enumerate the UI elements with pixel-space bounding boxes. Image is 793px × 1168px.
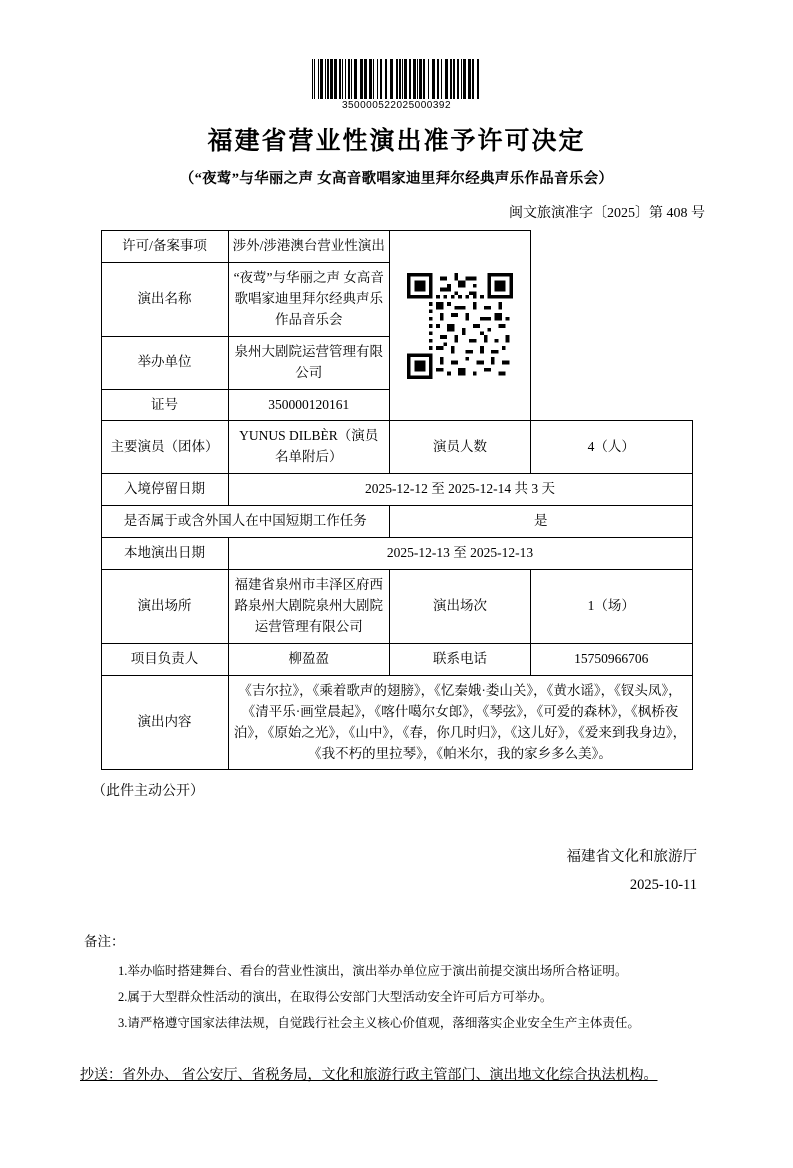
table-row [101,421,692,474]
remarks-list [118,958,793,1037]
qr-code-icon [407,273,513,379]
row-value-local-date: 2025-12-13 至 2025-12-13 [228,538,692,570]
document-number: 闽文旅演准字〔2025〕第 408 号 [509,206,705,221]
cc-label: 抄送： [80,1068,122,1084]
public-disclosure-note: （此件主动公开） [92,784,204,800]
row-label-organizer: 举办单位 [101,336,228,389]
table-row [101,538,692,570]
row-label-program: 演出内容 [101,675,228,770]
row-label-show-name: 演出名称 [101,262,228,336]
table-row [101,643,692,675]
qr-code-cell [390,231,531,421]
table-row [101,675,692,770]
issuer-block [0,844,793,899]
page-title: 福建省营业性演出准予许可决定 [207,128,586,155]
row-value-sessions: 1（场） [531,570,693,644]
row-value-organizer: 泉州大剧院运营管理有限公司 [228,336,390,389]
row-label-local-date: 本地演出日期 [101,538,228,570]
row-value-performer-count: 4（人） [531,421,693,474]
remark-item: 1.举办临时搭建舞台、看台的营业性演出，演出举办单位应于演出前提交演出场所合格证明。 [118,963,628,978]
cc-text: 省外办、 省公安厅、省税务局，文化和旅游行政主管部门、演出地文化综合执法机构。 [122,1068,658,1084]
row-label-entry-stay: 入境停留日期 [101,474,228,506]
row-label-venue: 演出场所 [101,570,228,644]
remark-item: 3.请严格遵守国家法律法规，自觉践行社会主义核心价值观，落细落实企业安全生产主体责任。 [118,1016,640,1031]
remarks-title: 备注： [84,933,125,949]
row-value-manager: 柳盈盈 [228,643,390,675]
row-label-foreign-work: 是否属于或含外国人在中国短期工作任务 [101,506,390,538]
row-value-phone: 15750966706 [531,643,693,675]
table-row [101,231,692,263]
cc-block [80,1062,720,1090]
permit-table-wrap [101,230,693,770]
table-row [101,506,692,538]
row-label-performer-count: 演员人数 [390,421,531,474]
row-label-phone: 联系电话 [390,643,531,675]
page-subtitle: （“夜莺”与华丽之声 女高音歌唱家迪里拜尔经典声乐作品音乐会） [179,171,614,187]
row-value-license-no: 350000120161 [228,389,390,421]
table-row [101,570,692,644]
remark-item: 2.属于大型群众性活动的演出，在取得公安部门大型活动安全许可后方可举办。 [118,989,553,1004]
permit-table [101,230,693,770]
barcode-block [0,46,793,111]
row-value-matter: 涉外/涉港澳台营业性演出 [228,231,390,263]
row-value-venue: 福建省泉州市丰泽区府西路泉州大剧院泉州大剧院运营管理有限公司 [228,570,390,644]
row-value-program: 《吉尔拉》，《乘着歌声的翅膀》，《忆秦娥·娄山关》，《黄水谣》，《钗头凤》，《清平乐·画堂晨起》，《喀什噶尔女郎》，《琴弦》，《可爱的森林》，《枫桥夜泊》，《原始之光》，《山中》，《春，你几时归》，《这儿好》，《爱来到我身边》，《我不朽的里拉琴》，《帕米尔，我的家乡多么美》。 [228,675,692,770]
issue-date: 2025-10-11 [629,876,697,893]
row-label-performers: 主要演员（团体） [101,421,228,474]
barcode-image [312,59,481,99]
row-label-matter: 许可/备案事项 [101,231,228,263]
row-label-license-no: 证号 [101,389,228,421]
row-label-manager: 项目负责人 [101,643,228,675]
issuer-name: 福建省文化和旅游厅 [566,849,697,866]
barcode-number: 350000522025000392 [341,100,452,111]
row-value-show-name: “夜莺”与华丽之声 女高音歌唱家迪里拜尔经典声乐作品音乐会 [228,262,390,336]
row-label-sessions: 演出场次 [390,570,531,644]
row-value-entry-stay: 2025-12-12 至 2025-12-14 共 3 天 [228,474,692,506]
document-page [0,46,793,1168]
row-value-performers: YUNUS DILBÈR（演员名单附后） [228,421,390,474]
table-row [101,474,692,506]
row-value-foreign-work: 是 [390,506,693,538]
